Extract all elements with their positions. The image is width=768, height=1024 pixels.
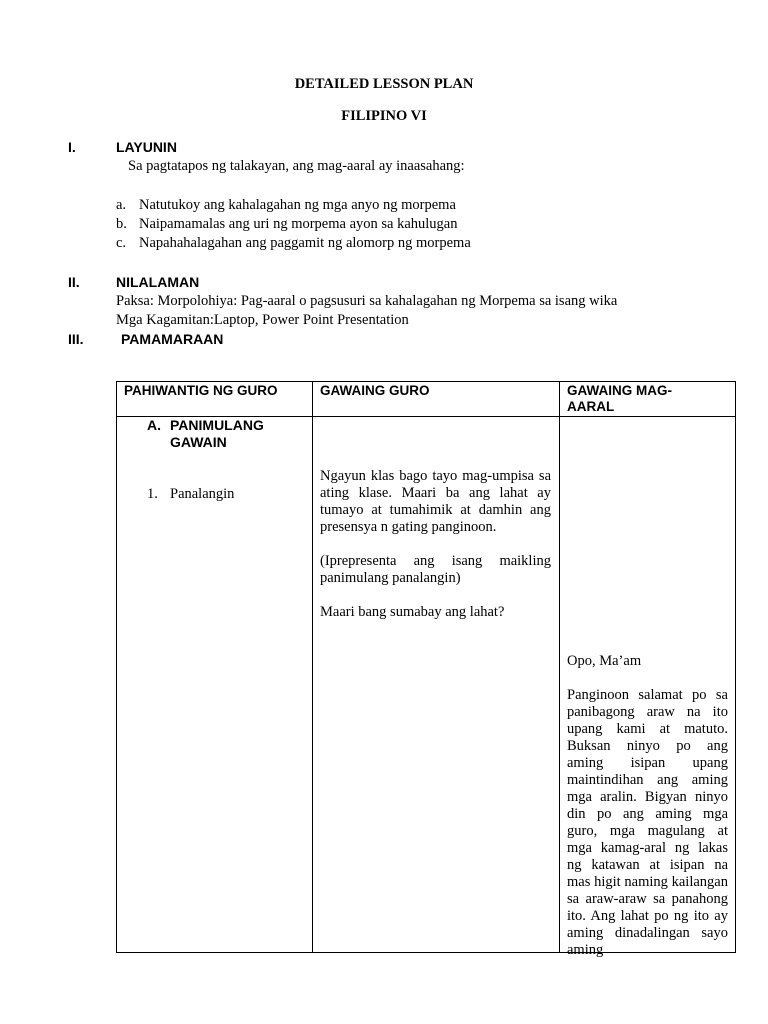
objective-text: Natutukoy ang kahalagahan ng mga anyo ng morpema xyxy=(139,197,456,213)
column-header-gawaing-guro: GAWAING GURO xyxy=(320,383,430,398)
item-number: 1. xyxy=(147,486,158,502)
column-header-pahiwantig: PAHIWANTIG NG GURO xyxy=(124,383,278,398)
section-a-label: PANIMULANG GAWAIN xyxy=(170,417,264,450)
paksa-line: Paksa: Morpolohiya: Pag-aaral o pagsusuri sa kahalagahan ng Morpema sa isang wika xyxy=(116,293,618,309)
student-activity xyxy=(567,653,728,959)
teacher-paragraph: Maari bang sumabay ang lahat? xyxy=(320,604,505,620)
objective-marker: c. xyxy=(116,235,127,251)
section-3-numeral: III. xyxy=(68,331,84,347)
column-divider xyxy=(312,382,313,952)
document-subject: FILIPINO VI xyxy=(341,108,427,124)
section-1-heading: LAYUNIN xyxy=(116,139,177,155)
student-paragraph: Opo, Ma’am xyxy=(567,653,642,669)
section-1-intro: Sa pagtatapos ng talakayan, ang mag-aaral ay inaasahang: xyxy=(128,158,465,174)
section-a-marker: A. xyxy=(147,417,161,433)
objective-text: Naipamamalas ang uri ng morpema ayon sa kahulugan xyxy=(139,216,458,232)
column-divider xyxy=(559,382,560,952)
section-2-numeral: II. xyxy=(68,274,80,290)
section-1-numeral: I. xyxy=(68,139,76,155)
teacher-paragraph: Ngayun klas bago tayo mag-umpisa sa ating klase. Maari ba ang lahat ay tumayo at tumahimik at damhin ang presensya n gating panginoon. xyxy=(320,468,551,535)
procedure-table xyxy=(116,381,736,958)
document-title: DETAILED LESSON PLAN xyxy=(294,76,474,92)
item-label-panalangin: Panalangin xyxy=(170,486,235,502)
column-header-gawaing-mag-aaral: GAWAING MAG-AARAL xyxy=(567,383,672,414)
section-2-heading: NILALAMAN xyxy=(116,274,200,290)
kagamitan-line: Mga Kagamitan:Laptop, Power Point Presentation xyxy=(116,312,409,328)
student-paragraph: Panginoon salamat po sa panibagong araw na ito upang kami at matuto. Buksan ninyo po ang aming isipan upang maintindihan ang aming mga aralin. Bigyan ninyo din po ang aming mga guro, mga magulang at mga kamag-aral ng lakas ng katawan at isipan na mas higit naming kailangan sa araw-araw sa panahong ito. Ang lahat po ng ito ay aming dinadalingan sayo aming xyxy=(567,687,728,958)
objective-marker: b. xyxy=(116,216,127,232)
teacher-activity xyxy=(320,468,551,621)
teacher-paragraph: (Iprepresenta ang isang maikling panimulang panalangin) xyxy=(320,553,551,586)
objective-marker: a. xyxy=(116,197,127,213)
section-3-heading: PAMAMARAAN xyxy=(121,331,224,347)
objective-text: Napahahalagahan ang paggamit ng alomorp ng morpema xyxy=(139,235,471,251)
